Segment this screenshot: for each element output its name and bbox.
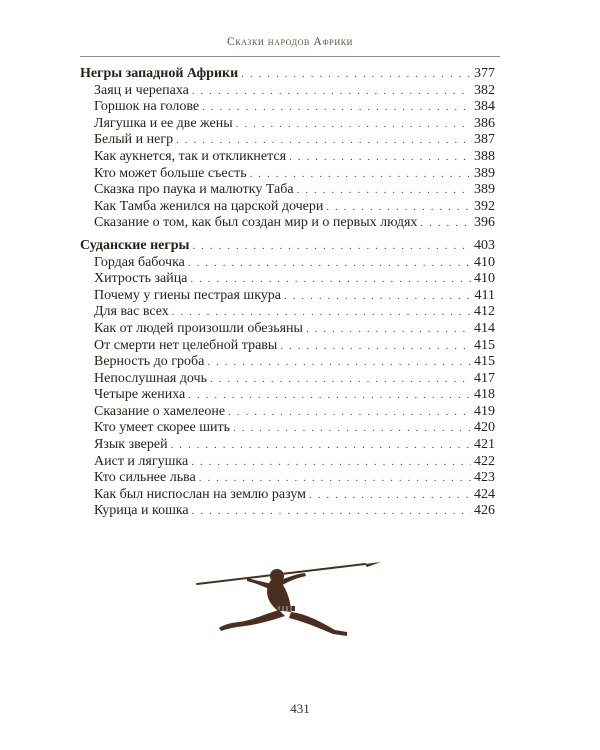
toc-leader-dots xyxy=(210,371,471,388)
toc-entry-title: Как от людей произошли обезьяны xyxy=(94,320,303,336)
toc-entry-title: Негры западной Африки xyxy=(80,66,239,81)
toc-leader-dots xyxy=(241,66,471,83)
toc-entry xyxy=(80,166,495,183)
toc-leader-dots xyxy=(233,420,471,437)
toc-entry-page: 388 xyxy=(474,148,495,164)
toc-entry-page: 377 xyxy=(474,66,495,81)
toc-entry-title: Для вас всех xyxy=(94,304,169,320)
toc-entry-title: Суданские негры xyxy=(80,237,190,253)
toc-entry-title: Курица и кошка xyxy=(94,503,189,519)
toc-leader-dots xyxy=(171,437,471,454)
toc-entry-title: Непослушная дочь xyxy=(94,370,207,386)
toc-leader-dots xyxy=(192,83,471,100)
toc-entry xyxy=(80,288,495,305)
toc-entry-page: 411 xyxy=(474,287,495,303)
toc-entry xyxy=(80,199,495,216)
toc-entry-page: 382 xyxy=(474,82,495,98)
toc-entry-page: 389 xyxy=(474,165,495,181)
toc-entry xyxy=(80,404,495,421)
toc-leader-dots xyxy=(199,470,471,487)
toc-leader-dots xyxy=(297,182,471,199)
toc-entry-page: 417 xyxy=(474,370,495,386)
toc-entry xyxy=(80,255,495,272)
toc-leader-dots xyxy=(188,387,471,404)
running-head: Сказки народов Африки xyxy=(226,36,354,48)
toc-leader-dots xyxy=(326,199,471,216)
toc-leader-dots xyxy=(176,132,471,149)
toc-entry xyxy=(80,271,495,288)
toc-entry-title: Гордая бабочка xyxy=(94,254,185,270)
toc-leader-dots xyxy=(228,404,471,421)
toc-entry xyxy=(80,454,495,471)
toc-entry-title: Как аукнется, так и откликнется xyxy=(94,148,287,164)
toc-entry xyxy=(80,215,495,232)
toc-entry-title: Белый и негр xyxy=(94,132,174,148)
toc-entry xyxy=(80,420,495,437)
toc-entry xyxy=(80,149,495,166)
toc-leader-dots xyxy=(172,304,471,321)
toc-entry xyxy=(80,354,495,371)
toc-entry-page: 412 xyxy=(474,304,495,320)
toc-entry-title: Верность до гроба xyxy=(94,354,205,370)
toc-leader-dots xyxy=(309,487,471,504)
table-of-contents xyxy=(80,66,495,520)
toc-entry-title: Заяц и черепаха xyxy=(94,82,189,98)
toc-entry-page: 415 xyxy=(474,337,495,353)
toc-entry-title: Почему у гиены пестрая шкура xyxy=(94,287,282,303)
toc-entry xyxy=(80,116,495,133)
toc-entry xyxy=(80,321,495,338)
toc-leader-dots xyxy=(289,149,471,166)
toc-entry-title: Горшок на голове xyxy=(94,99,200,115)
toc-entry-title: Сказка про паука и малютку Таба xyxy=(94,182,294,198)
toc-entry-title: Язык зверей xyxy=(94,437,168,453)
toc-leader-dots xyxy=(188,255,471,272)
toc-entry-title: Кто может больше съесть xyxy=(94,165,247,181)
header-rule xyxy=(80,56,500,57)
toc-entry xyxy=(80,182,495,199)
toc-entry-page: 414 xyxy=(474,320,495,336)
spear-hunter-silhouette-icon xyxy=(195,562,385,640)
toc-entry-page: 392 xyxy=(474,198,495,214)
toc-entry-page: 396 xyxy=(474,215,495,231)
toc-entry-title: Четыре жениха xyxy=(94,387,186,403)
toc-entry xyxy=(80,371,495,388)
toc-leader-dots xyxy=(284,288,471,305)
toc-leader-dots xyxy=(190,271,471,288)
toc-leader-dots xyxy=(420,215,471,232)
toc-entry-page: 387 xyxy=(474,132,495,148)
toc-entry xyxy=(80,304,495,321)
toc-entry xyxy=(80,132,495,149)
toc-entry-page: 403 xyxy=(474,237,495,253)
toc-entry xyxy=(80,338,495,355)
toc-entry xyxy=(80,503,495,520)
toc-leader-dots xyxy=(280,338,471,355)
toc-entry-title: Как был ниспослан на землю разум xyxy=(94,486,307,502)
toc-entry-title: Кто сильнее льва xyxy=(94,470,196,486)
toc-leader-dots xyxy=(306,321,471,338)
toc-entry xyxy=(80,99,495,116)
toc-entry-page: 424 xyxy=(474,486,495,502)
toc-entry-page: 418 xyxy=(474,387,495,403)
toc-entry-title: От смерти нет целебной травы xyxy=(94,337,278,353)
toc-entry-page: 410 xyxy=(474,254,495,270)
toc-entry-page: 410 xyxy=(474,271,495,287)
toc-leader-dots xyxy=(202,99,471,116)
toc-leader-dots xyxy=(236,116,471,133)
toc-leader-dots xyxy=(192,503,471,520)
toc-section-entry xyxy=(80,66,495,83)
toc-entry-page: 419 xyxy=(474,403,495,419)
toc-section-entry xyxy=(80,238,495,255)
page-number: 431 xyxy=(290,701,310,716)
toc-entry-page: 389 xyxy=(474,182,495,198)
toc-entry-title: Аист и лягушка xyxy=(94,453,189,469)
toc-entry-page: 420 xyxy=(474,420,495,436)
toc-entry-title: Сказание о хамелеоне xyxy=(94,403,226,419)
toc-entry-page: 421 xyxy=(474,437,495,453)
toc-entry-page: 423 xyxy=(474,470,495,486)
toc-leader-dots xyxy=(250,166,471,183)
toc-leader-dots xyxy=(191,454,471,471)
toc-leader-dots xyxy=(192,238,471,255)
toc-entry-title: Кто умеет скорее шить xyxy=(94,420,230,436)
toc-entry xyxy=(80,487,495,504)
toc-entry-page: 384 xyxy=(474,99,495,115)
toc-entry-page: 386 xyxy=(474,115,495,131)
toc-entry xyxy=(80,387,495,404)
toc-entry xyxy=(80,437,495,454)
toc-entry-title: Хитрость зайца xyxy=(94,271,188,287)
toc-entry-page: 426 xyxy=(474,503,495,519)
toc-entry-title: Сказание о том, как был создан мир и о первых людях xyxy=(94,215,418,231)
toc-leader-dots xyxy=(207,354,471,371)
toc-entry xyxy=(80,83,495,100)
toc-entry-title: Как Тамба женился на царской дочери xyxy=(94,198,324,214)
toc-entry-page: 415 xyxy=(474,354,495,370)
toc-entry-title: Лягушка и ее две жены xyxy=(94,115,233,131)
toc-entry-page: 422 xyxy=(474,453,495,469)
toc-entry xyxy=(80,470,495,487)
